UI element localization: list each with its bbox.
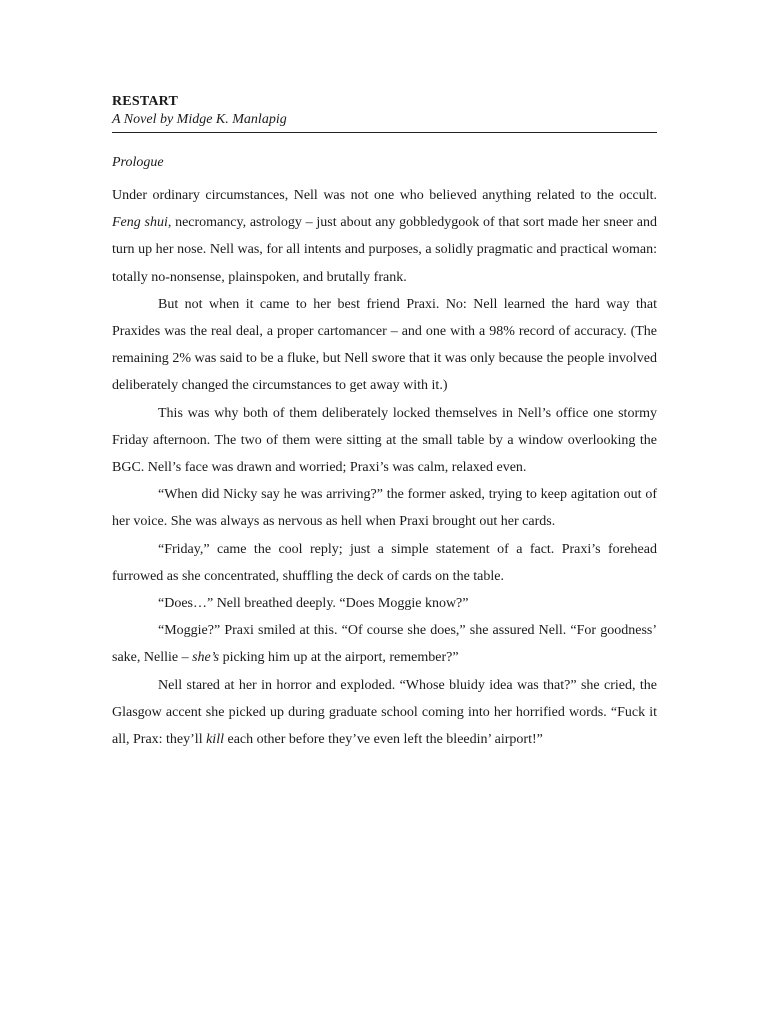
text-run: Nell stared at her in horror and exploded. “Whose bluidy idea was that?” she cried, the Glasgow accent she picked up during graduate school coming into her horrified words. “Fuck it all, Prax: they’ll [112, 677, 657, 748]
text-run: picking him up at the airport, remember?” [219, 650, 459, 666]
text-run: “Moggie?” Praxi smiled at this. “Of course she does,” she assured Nell. “For goodness’ sake, Nellie – [112, 623, 657, 666]
document-subtitle: A Novel by Midge K. Manlapig [112, 112, 287, 127]
text-run: But not when it came to her best friend Praxi. No: Nell learned the hard way that Praxides was the real deal, a proper cartomancer – and one with a 98% record of accuracy. (The remaining 2% was said to be a fluke, but Nell swore that it was only because the people involved deliberately changed the circumstances to get away with it.) [112, 296, 657, 394]
paragraph [112, 481, 657, 535]
text-run: “When did Nicky say he was arriving?” the former asked, trying to keep agitation out of her voice. She was always as nervous as hell when Praxi brought out her cards. [112, 487, 657, 530]
text-run: “Friday,” came the cool reply; just a simple statement of a fact. Praxi’s forehead furrowed as she concentrated, shuffling the deck of cards on the table. [112, 541, 657, 584]
paragraph [112, 590, 657, 617]
paragraph [112, 617, 657, 671]
document-page [112, 93, 657, 753]
paragraph [112, 672, 657, 754]
text-run: This was why both of them deliberately locked themselves in Nell’s office one stormy Friday afternoon. The two of them were sitting at the small table by a window overlooking the BGC. Nell’s face was drawn and worried; Praxi’s was calm, relaxed even. [112, 405, 657, 476]
paragraph [112, 291, 657, 400]
emphasized-text: she’s [192, 650, 220, 666]
emphasized-text: kill [206, 732, 224, 748]
document-title: RESTART [112, 94, 178, 109]
section-heading: Prologue [112, 155, 164, 170]
text-run: each other before they’ve even left the bleedin’ airport!” [223, 732, 543, 748]
text-run: “Does…” Nell breathed deeply. “Does Moggie know?” [158, 596, 469, 612]
paragraph [112, 182, 657, 291]
title-divider [112, 132, 657, 133]
document-body [112, 182, 657, 753]
paragraph [112, 400, 657, 482]
text-run: Under ordinary circumstances, Nell was not one who believed anything related to the occult. [112, 188, 657, 203]
paragraph [112, 536, 657, 590]
emphasized-text: Feng shui [112, 215, 168, 231]
text-run: , necromancy, astrology – just about any gobbledygook of that sort made her sneer and turn up her nose. Nell was, for all intents and purposes, a solidly pragmatic and practical woman: totally no-nonsense, plainspoken, and brutally frank. [112, 215, 657, 285]
